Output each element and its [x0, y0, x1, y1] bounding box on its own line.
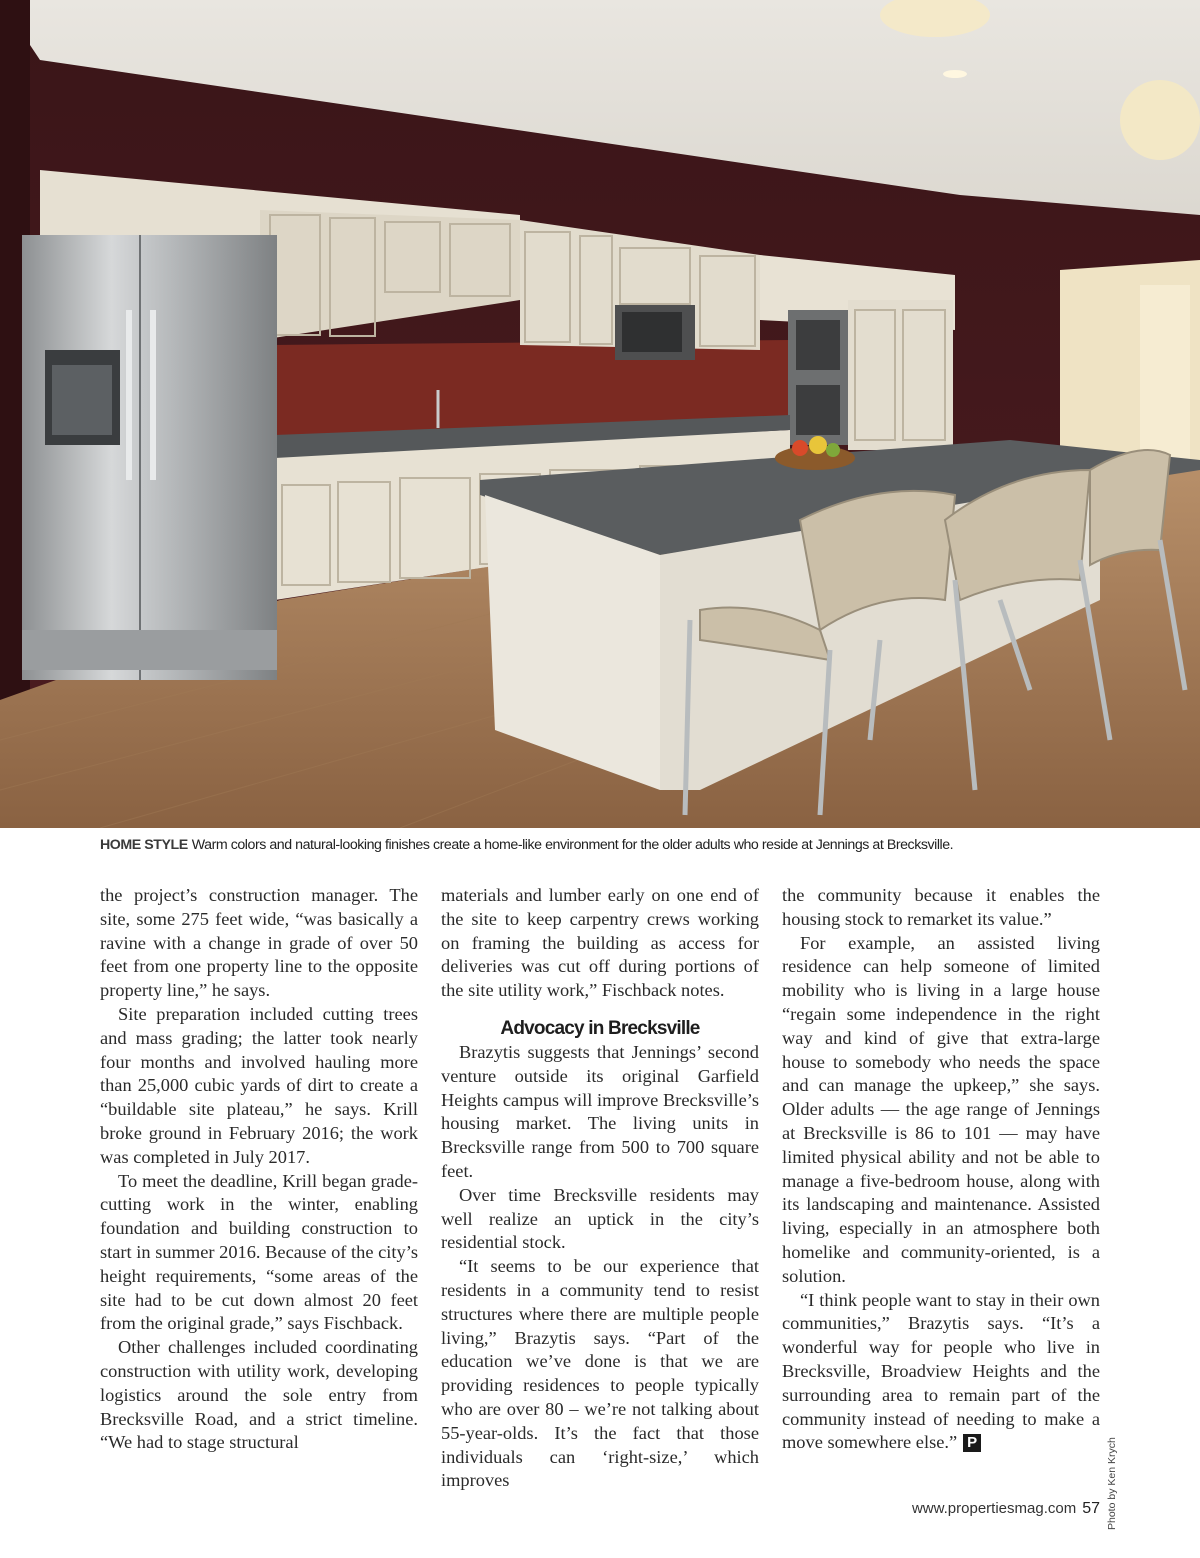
caption-lead: HOME STYLE: [100, 837, 188, 853]
article-column-1: [100, 884, 418, 1455]
paragraph: [782, 1289, 1100, 1456]
caption-text: Warm colors and natural-looking finishes create a home-like environment for the older adults who reside at Jennings at Brecksville.: [191, 837, 954, 853]
paragraph: Over time Brecksville residents may well realize an uptick in the city’s residential stock.: [441, 1184, 759, 1253]
paragraph-text: “I think people want to stay in their own communities,” Brazytis says. “It’s a wonderful way for people who live in Brecksville, Broadview Heights and the surrounding area to remain part of the community instead of needing to make a move somewhere else.”: [782, 1289, 1100, 1453]
photo-credit-text: Photo by Ken Krych: [1106, 1437, 1118, 1530]
photo-credit: [1106, 1410, 1120, 1530]
footer-url: www.propertiesmag.com: [911, 1500, 1077, 1517]
paragraph: For example, an assisted living residence can help someone of limited mobility who is living in a large house “regain some independence in the right way and kind of give that extra-large house to somebody who needs the space and can manage the upkeep,” she says. Older adults — the age range of Jennings at Brecksville is 86 to 101 — may have limited physical ability and not be able to manage a five-bedroom house, along with its landscaping and maintenance. Assisted living, especially in an atmosphere both homelike and community-oriented, is a solution.: [782, 932, 1100, 1286]
paragraph: the community because it enables the housing stock to remarket its value.”: [782, 885, 1100, 929]
paragraph: Other challenges included coordinating construction with utility work, developing logistics around the sole entry from Brecksville Road, and a strict timeline. “We had to stage structural: [100, 1337, 418, 1453]
end-mark: P: [963, 1434, 981, 1452]
photo-caption: [100, 837, 1100, 853]
paragraph: materials and lumber early on one end of the site to keep carpentry crews working on framing the building as access for deliveries was cut off during portions of the site utility work,” Fischback notes.: [441, 885, 759, 1001]
paragraph: “It seems to be our experience that residents in a community tend to resist structures where there are multiple people living,” Brazytis says. “Part of the education we’ve done is that we are providing residences to people typically who are over 80 – we’re not talking about 55-year-olds. It’s the fact that those individuals can ‘right-size,’ which improves: [441, 1256, 759, 1491]
article-column-3: [782, 884, 1100, 1455]
paragraph: the project’s construction manager. The site, some 275 feet wide, “was basically a ravine with a change in grade of over 50 feet from one property line to the opposite property line,” he says.: [100, 885, 418, 1001]
page-footer: [912, 1500, 1100, 1518]
paragraph: Brazytis suggests that Jennings’ second venture outside its original Garfield Heights campus will improve Brecksville’s housing market. The living units in Brecksville range from 500 to 700 square feet.: [441, 1041, 759, 1181]
paragraph: To meet the deadline, Krill began grade-cutting work in the winter, enabling foundation and building construction to start in summer 2016. Because of the city’s height requirements, “some areas of the site had to be cut down almost 20 feet from the original grade,” says Fischback.: [100, 1170, 418, 1334]
article-column-2: [441, 884, 759, 1493]
paragraph: Site preparation included cutting trees and mass grading; the latter took nearly four months and involved hauling more than 25,000 cubic yards of dirt to create a “buildable site plateau,” he says. Krill broke ground in February 2016; the work was completed in July 2017.: [100, 1003, 418, 1167]
page-number: 57: [1082, 1500, 1100, 1517]
section-heading: Advocacy in Brecksville: [500, 1017, 700, 1039]
